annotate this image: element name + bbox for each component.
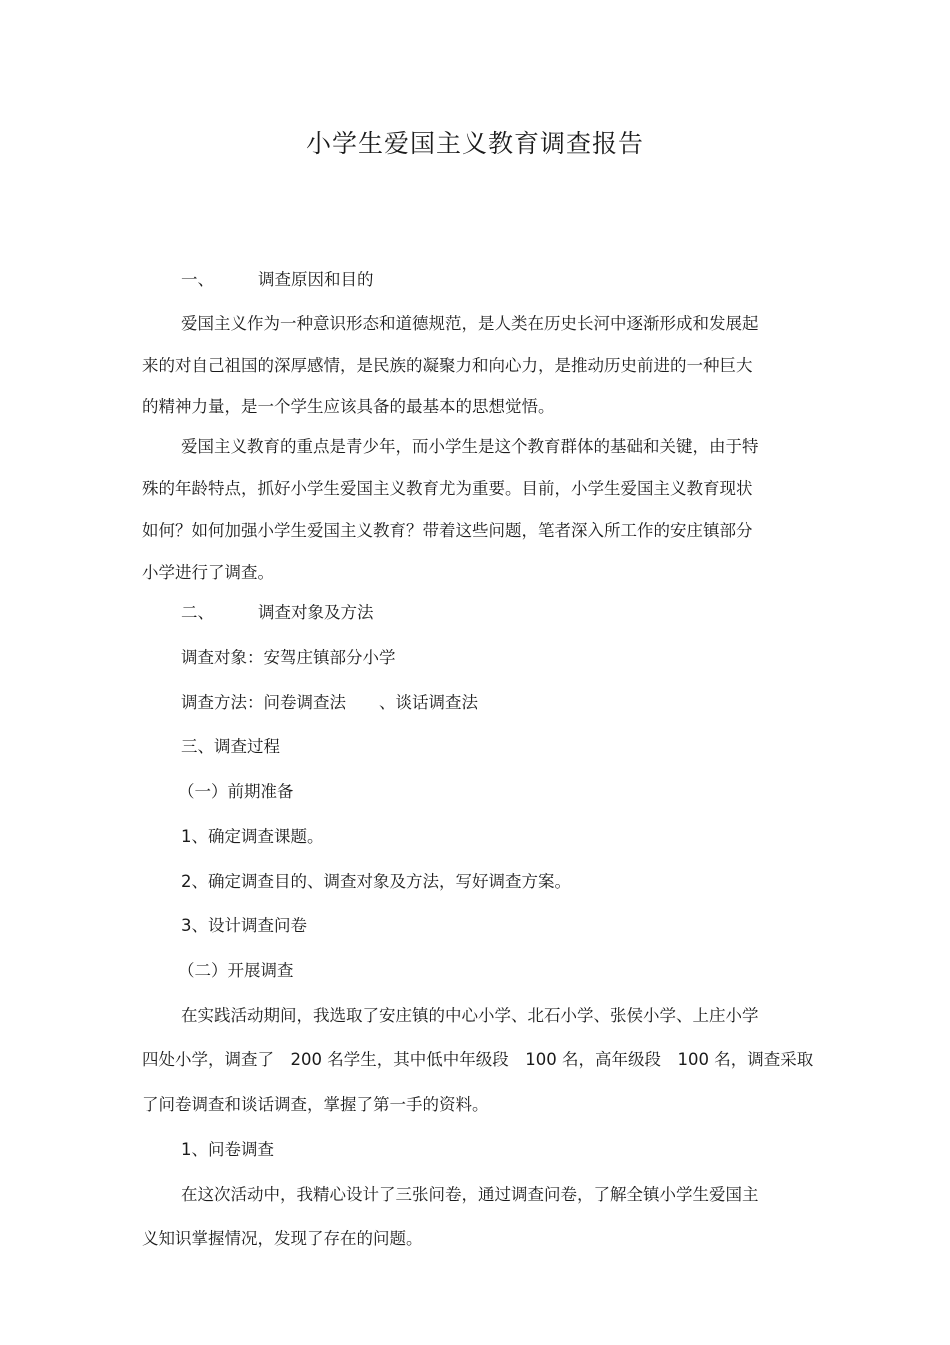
subsection-2-heading: （二）开展调查: [178, 961, 294, 980]
list-item: 1、确定调查课题。: [181, 827, 324, 846]
section-1-title: 调查原因和目的: [258, 270, 374, 289]
paragraph-line: 的精神力量，是一个学生应该具备的最基本的思想觉悟。: [142, 397, 555, 416]
paragraph-line: 四处小学，调查了 200 名学生，其中低中年级段 100 名，高年级段 100 名，调查采取: [142, 1050, 814, 1069]
subsection-1-heading: （一）前期准备: [178, 782, 294, 801]
paragraph-line: 爱国主义作为一种意识形态和道德规范，是人类在历史长河中逐渐形成和发展起: [181, 314, 759, 333]
paragraph-line: 小学进行了调查。: [142, 563, 274, 582]
list-item: 1、问卷调查: [181, 1140, 274, 1159]
paragraph-line: 如何？如何加强小学生爱国主义教育？带着这些问题，笔者深入所工作的安庄镇部分: [142, 521, 753, 540]
paragraph-line: 来的对自己祖国的深厚感情，是民族的凝聚力和向心力，是推动历史前进的一种巨大: [142, 356, 753, 375]
survey-target: 调查对象：安驾庄镇部分小学: [181, 648, 396, 667]
paragraph-line: 了问卷调查和谈话调查，掌握了第一手的资料。: [142, 1095, 489, 1114]
paragraph-line: 爱国主义教育的重点是青少年，而小学生是这个教育群体的基础和关键，由于特: [181, 437, 759, 456]
paragraph-line: 在这次活动中，我精心设计了三张问卷，通过调查问卷，了解全镇小学生爱国主: [181, 1185, 759, 1204]
section-2-title: 调查对象及方法: [258, 603, 374, 622]
section-1-heading: [181, 269, 374, 291]
section-2-heading: [181, 602, 374, 624]
list-item: 3、设计调查问卷: [181, 916, 307, 935]
section-3-heading: 三、调查过程: [181, 737, 280, 756]
paragraph-line: 殊的年龄特点，抓好小学生爱国主义教育尤为重要。目前，小学生爱国主义教育现状: [142, 479, 753, 498]
section-2-number: 二、: [181, 603, 214, 622]
document-title: 小学生爱国主义教育调查报告: [305, 129, 644, 158]
list-item: 2、确定调查目的、调查对象及方法，写好调查方案。: [181, 872, 571, 891]
section-1-number: 一、: [181, 270, 214, 289]
paragraph-line: 在实践活动期间，我选取了安庄镇的中心小学、北石小学、张侯小学、上庄小学: [181, 1006, 759, 1025]
paragraph-line: 义知识掌握情况，发现了存在的问题。: [142, 1229, 423, 1248]
survey-method: 调查方法：问卷调查法 、谈话调查法: [181, 693, 478, 712]
